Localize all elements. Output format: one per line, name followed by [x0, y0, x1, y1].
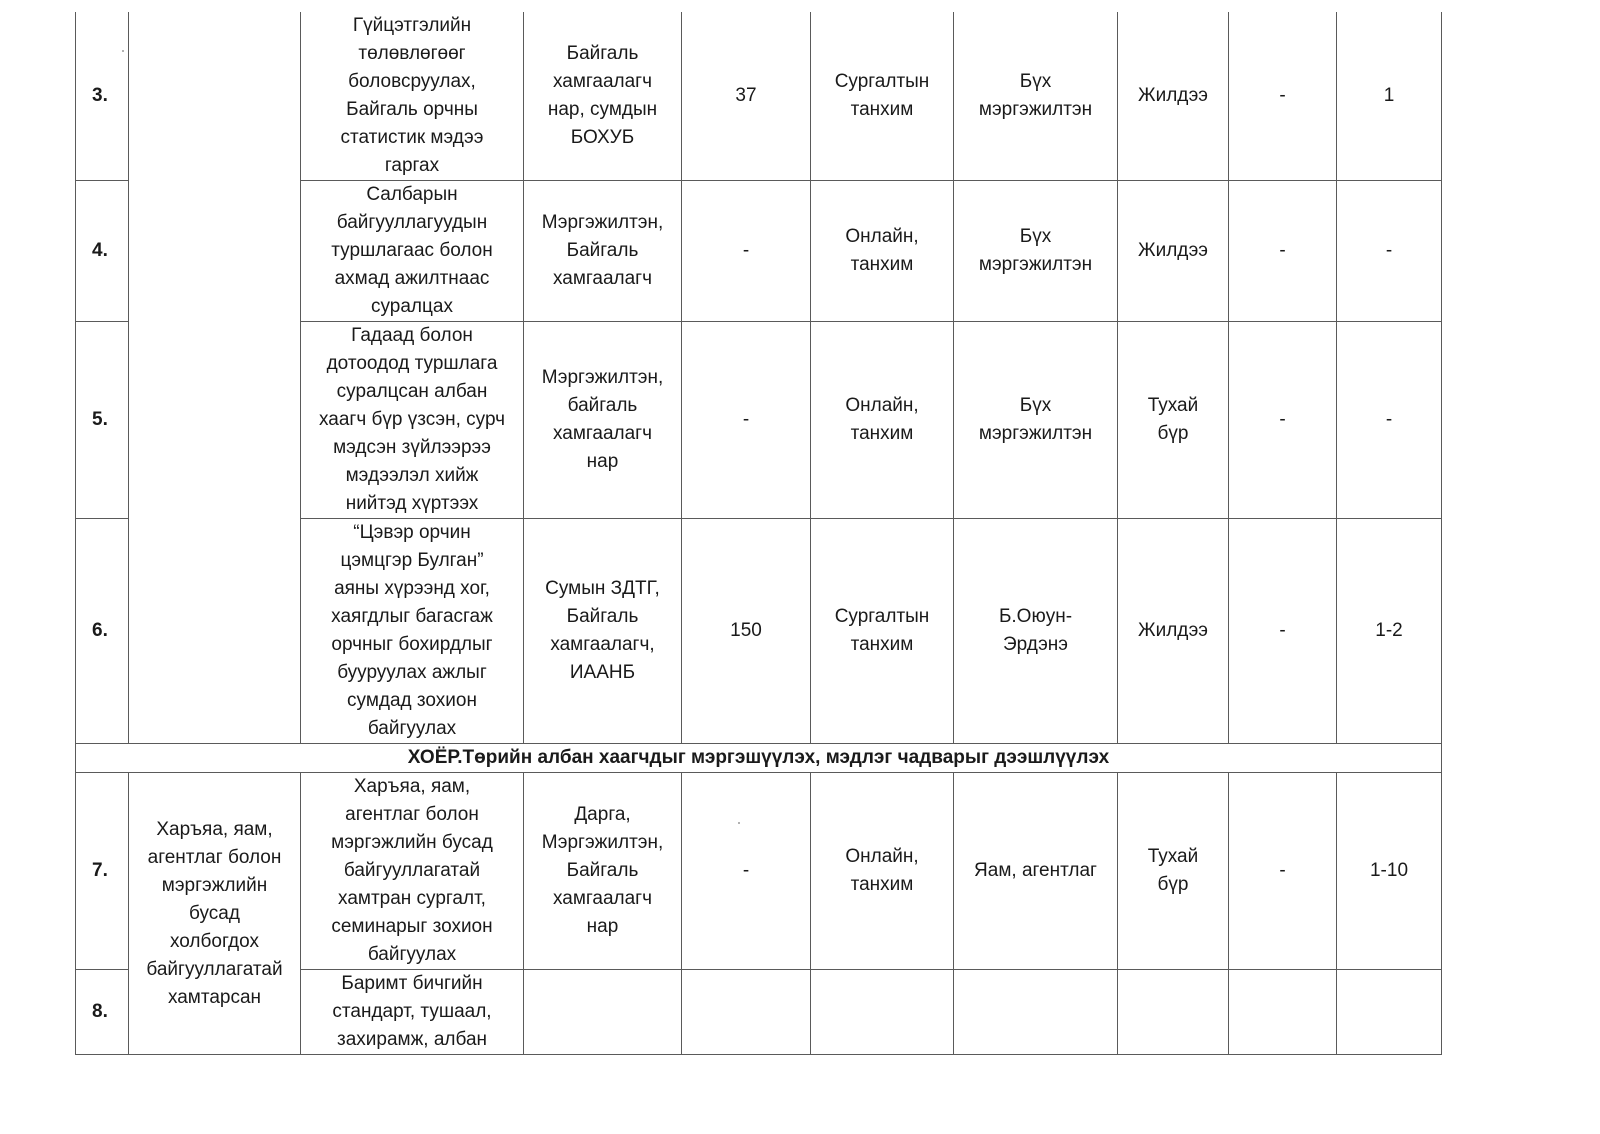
group-one-cell	[129, 12, 301, 744]
scan-speck	[738, 822, 740, 824]
participants-cell: Мэргэжилтэн, байгаль хамгаалагч нар	[524, 322, 682, 519]
frequency-cell: Жилдээ	[1118, 519, 1229, 744]
responsible-cell: Яам, агентлаг	[954, 773, 1118, 970]
quantity-cell	[1337, 970, 1442, 1055]
frequency-cell: Жилдээ	[1118, 12, 1229, 181]
count-cell: -	[682, 322, 811, 519]
activity-cell: Гадаад болон дотоодод туршлага суралцсан албан хаагч бүр үзсэн, сурч мэдсэн зүйлээрээ мэдээлэл хийж нийтэд хүртээх	[301, 322, 524, 519]
table-row	[76, 12, 1442, 181]
budget-cell: -	[1229, 519, 1337, 744]
budget-cell	[1229, 970, 1337, 1055]
frequency-cell	[1118, 970, 1229, 1055]
budget-cell: -	[1229, 181, 1337, 322]
responsible-cell: Бүх мэргэжилтэн	[954, 322, 1118, 519]
quantity-cell: -	[1337, 181, 1442, 322]
row-number: 4.	[76, 181, 129, 322]
budget-cell: -	[1229, 12, 1337, 181]
activity-plan-table	[75, 12, 1442, 1055]
participants-cell: Сумын ЗДТГ, Байгаль хамгаалагч, ИААНБ	[524, 519, 682, 744]
count-cell: -	[682, 181, 811, 322]
count-cell: -	[682, 773, 811, 970]
responsible-cell: Бүх мэргэжилтэн	[954, 181, 1118, 322]
count-cell	[682, 970, 811, 1055]
count-cell: 37	[682, 12, 811, 181]
responsible-cell: Б.Оюун- Эрдэнэ	[954, 519, 1118, 744]
frequency-cell: Тухай бүр	[1118, 773, 1229, 970]
section-header-row	[76, 744, 1442, 773]
participants-cell: Байгаль хамгаалагч нар, сумдын БОХУБ	[524, 12, 682, 181]
budget-cell: -	[1229, 322, 1337, 519]
count-cell: 150	[682, 519, 811, 744]
row-number: 7.	[76, 773, 129, 970]
activity-cell: Баримт бичгийн стандарт, тушаал, захирамж, албан	[301, 970, 524, 1055]
responsible-cell	[954, 970, 1118, 1055]
row-number: 3.	[76, 12, 129, 181]
participants-cell	[524, 970, 682, 1055]
row-number: 8.	[76, 970, 129, 1055]
budget-cell: -	[1229, 773, 1337, 970]
format-cell: Сургалтын танхим	[811, 519, 954, 744]
quantity-cell: 1	[1337, 12, 1442, 181]
quantity-cell: 1-2	[1337, 519, 1442, 744]
frequency-cell: Тухай бүр	[1118, 322, 1229, 519]
row-number: 5.	[76, 322, 129, 519]
format-cell: Сургалтын танхим	[811, 12, 954, 181]
activity-cell: “Цэвэр орчин цэмцгэр Булган” аяны хүрээнд хог, хаягдлыг багасгаж орчныг бохирдлыг бууруулах ажлыг сумдад зохион байгуулах	[301, 519, 524, 744]
format-cell	[811, 970, 954, 1055]
quantity-cell: 1-10	[1337, 773, 1442, 970]
format-cell: Онлайн, танхим	[811, 181, 954, 322]
participants-cell: Мэргэжилтэн, Байгаль хамгаалагч	[524, 181, 682, 322]
activity-cell: Салбарын байгууллагуудын туршлагаас болон ахмад ажилтнаас суралцах	[301, 181, 524, 322]
responsible-cell: Бүх мэргэжилтэн	[954, 12, 1118, 181]
scan-speck	[122, 50, 124, 52]
table-row	[76, 773, 1442, 970]
group-two-cell: Харъяа, яам, агентлаг болон мэргэжлийн бусад холбогдох байгууллагатай хамтарсан	[129, 773, 301, 1055]
activity-cell: Гүйцэтгэлийн төлөвлөгөөг боловсруулах, Байгаль орчны статистик мэдээ гаргах	[301, 12, 524, 181]
frequency-cell: Жилдээ	[1118, 181, 1229, 322]
participants-cell: Дарга, Мэргэжилтэн, Байгаль хамгаалагч нар	[524, 773, 682, 970]
format-cell: Онлайн, танхим	[811, 322, 954, 519]
activity-cell: Харъяа, яам, агентлаг болон мэргэжлийн бусад байгууллагатай хамтран сургалт, семинарыг зохион байгуулах	[301, 773, 524, 970]
row-number: 6.	[76, 519, 129, 744]
format-cell: Онлайн, танхим	[811, 773, 954, 970]
section-two-title: ХОЁР.Төрийн албан хаагчдыг мэргэшүүлэх, мэдлэг чадварыг дээшлүүлэх	[76, 744, 1442, 773]
quantity-cell: -	[1337, 322, 1442, 519]
